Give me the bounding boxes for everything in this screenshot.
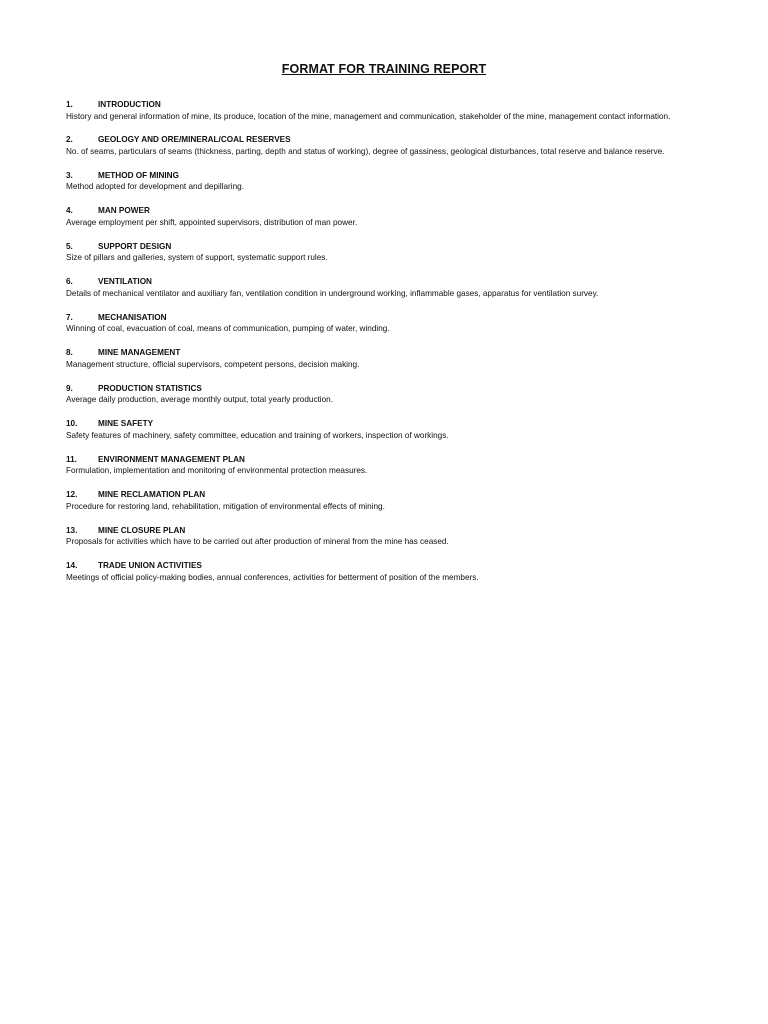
section-mechanisation [66,313,706,335]
section-heading-row [66,419,706,430]
section-production-statistics [66,384,706,406]
section-heading: VENTILATION [98,277,152,287]
section-heading: MINE CLOSURE PLAN [98,525,186,535]
section-text: Details of mechanical ventilator and auxiliary fan, ventilation condition in underground working, inflammable gases, apparatus for ventilation survey. [66,288,599,298]
section-number: 11. [66,454,77,464]
section-text: Size of pillars and galleries, system of support, systematic support rules. [66,253,328,263]
section-heading-row [66,490,706,501]
section-number: 9. [66,383,73,393]
section-heading: SUPPORT DESIGN [98,241,172,251]
section-heading: MINE SAFETY [98,419,154,429]
section-number: 10. [66,419,78,429]
section-man-power [66,206,706,228]
section-heading: MINE MANAGEMENT [98,348,181,358]
section-number: 2. [66,135,73,145]
section-number: 3. [66,170,73,180]
section-heading-row [66,171,706,182]
section-introduction [66,100,706,122]
section-support-design [66,242,706,264]
section-environment-management-plan [66,455,706,477]
section-text: Average employment per shift, appointed supervisors, distribution of man power. [66,217,358,227]
section-heading-row [66,526,706,537]
section-heading-row [66,313,706,324]
section-text: History and general information of mine, its produce, location of the mine, management and communication, stakeholder of the mine, management contact information. [66,111,671,121]
section-heading: GEOLOGY AND ORE/MINERAL/COAL RESERVES [98,135,291,145]
section-number: 6. [66,277,73,287]
section-heading: INTRODUCTION [98,100,161,109]
section-method-of-mining [66,171,706,193]
section-number: 13. [66,525,78,535]
section-number: 8. [66,348,73,358]
section-text: Meetings of official policy-making bodies, annual conferences, activities for betterment of position of the members. [66,572,479,582]
section-trade-union-activities [66,561,706,583]
section-text: Safety features of machinery, safety committee, education and training of workers, inspection of workings. [66,430,449,440]
section-number: 7. [66,312,73,322]
section-heading-row [66,277,706,288]
section-list [66,100,706,597]
section-heading: PRODUCTION STATISTICS [98,383,202,393]
section-text: Average daily production, average monthly output, total yearly production. [66,395,334,405]
section-heading-row [66,384,706,395]
section-heading: TRADE UNION ACTIVITIES [98,561,202,571]
section-number: 4. [66,206,73,216]
section-heading: ENVIRONMENT MANAGEMENT PLAN [98,454,245,464]
section-heading-row [66,206,706,217]
section-text: Winning of coal, evacuation of coal, means of communication, pumping of water, winding. [66,324,390,334]
document-title: FORMAT FOR TRAINING REPORT [281,62,487,76]
section-geology-reserves [66,135,706,157]
section-text: Proposals for activities which have to be carried out after production of mineral from the mine has ceased. [66,537,449,547]
section-number: 14. [66,561,78,571]
section-text: Method adopted for development and depillaring. [66,182,244,192]
section-number: 5. [66,241,73,251]
section-heading: MAN POWER [98,206,150,216]
section-heading-row [66,561,706,572]
section-text: Management structure, official supervisors, competent persons, decision making. [66,359,360,369]
section-number: 1. [66,100,73,109]
section-mine-management [66,348,706,370]
section-mine-reclamation-plan [66,490,706,512]
section-heading: MINE RECLAMATION PLAN [98,490,206,500]
section-number: 12. [66,490,78,500]
section-heading-row [66,242,706,253]
section-mine-safety [66,419,706,441]
section-text: Formulation, implementation and monitoring of environmental protection measures. [66,466,368,476]
section-text: No. of seams, particulars of seams (thickness, parting, depth and status of working), degree of gassiness, geological disturbances, total reserve and balance reserve. [66,146,665,156]
section-mine-closure-plan [66,526,706,548]
section-ventilation [66,277,706,299]
section-heading-row [66,455,706,466]
section-heading: METHOD OF MINING [98,170,179,180]
section-text: Procedure for restoring land, rehabilitation, mitigation of environmental effects of mining. [66,501,385,511]
section-heading: MECHANISATION [98,312,167,322]
section-heading-row [66,135,706,146]
section-heading-row [66,100,706,111]
section-heading-row [66,348,706,359]
